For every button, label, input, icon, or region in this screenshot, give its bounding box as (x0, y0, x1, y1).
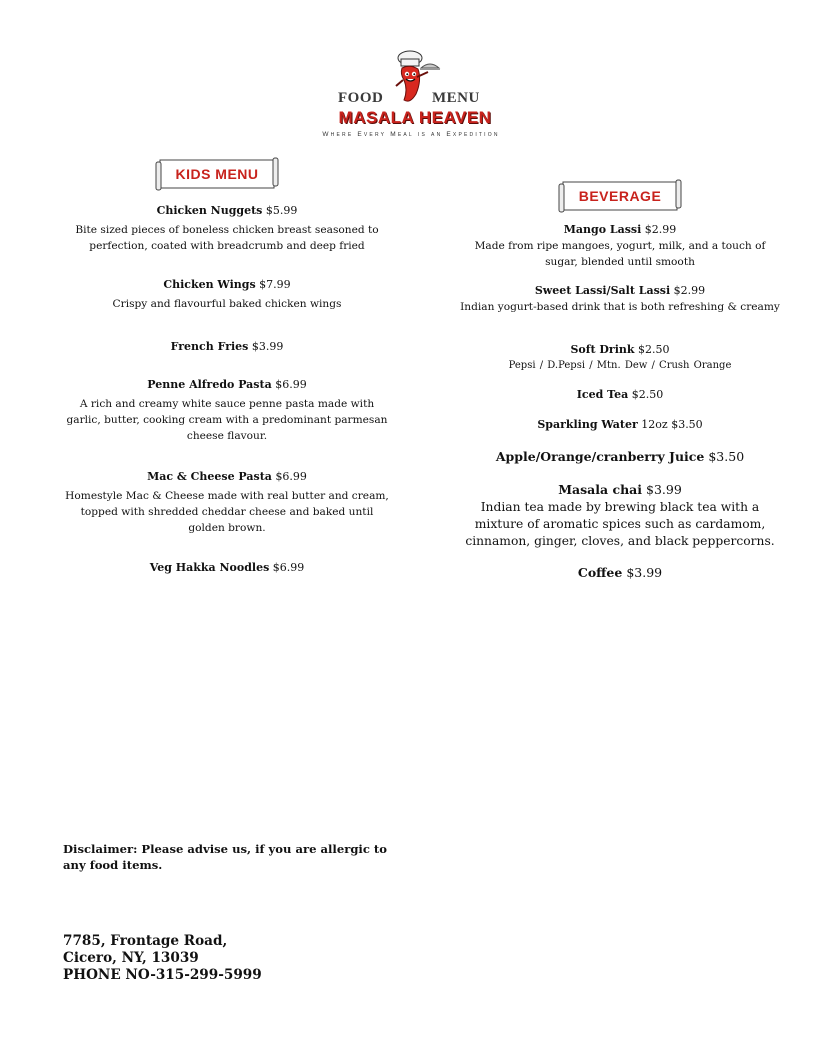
item-description: Indian tea made by brewing black tea with a mixture of aromatic spices such as cardamom, cinnamon, ginger, cloves, and black peppercorns. (465, 500, 775, 548)
menu-item (62, 377, 392, 469)
item-price: $2.99 (644, 223, 677, 236)
item-description: Indian yogurt-based drink that is both refreshing & creamy (460, 301, 780, 313)
allergy-disclaimer: Disclaimer: Please advise us, if you are allergic to any food items. (63, 842, 388, 872)
phone-number: PHONE NO-315-299-5999 (63, 967, 262, 983)
item-name: Soft Drink (570, 343, 635, 356)
menu-item (62, 469, 392, 560)
item-name: Mango Lassi (563, 223, 642, 236)
item-price: $2.50 (631, 388, 664, 401)
menu-item (460, 387, 780, 417)
restaurant-name: MASALA HEAVEN (338, 108, 492, 127)
restaurant-logo (300, 50, 516, 145)
item-description: Crispy and flavourful baked chicken wings (112, 298, 342, 310)
item-price: 12oz $3.50 (641, 418, 703, 431)
menu-item (460, 417, 780, 449)
item-name: Veg Hakka Noodles (149, 561, 270, 574)
item-description: Bite sized pieces of boneless chicken breast seasoned to perfection, coated with breadcrumb and deep fried (75, 224, 379, 252)
item-price: $6.99 (275, 470, 307, 483)
menu-item (460, 283, 780, 342)
menu-item (62, 560, 392, 576)
kids-menu-banner (155, 157, 279, 191)
menu-item (460, 222, 780, 283)
item-description: A rich and creamy white sauce penne pasta made with garlic, butter, cooking cream with a predominant parmesan cheese flavour. (66, 398, 388, 442)
menu-item (62, 277, 392, 339)
menu-item (62, 203, 392, 277)
menu-item (460, 565, 780, 581)
item-name: Chicken Nuggets (156, 204, 263, 217)
restaurant-tagline: Where Every Meal is an Expedition (322, 131, 500, 138)
kids-menu-list (62, 203, 392, 576)
restaurant-address (63, 933, 262, 984)
kids-menu-heading: KIDS MENU (175, 166, 259, 182)
item-description: Homestyle Mac & Cheese made with real butter and cream, topped with shredded cheddar cheese and baked until golden brown. (65, 490, 389, 534)
beverage-list (460, 222, 780, 581)
item-name: Coffee (577, 565, 623, 580)
menu-item (62, 339, 392, 377)
item-name: Masala chai (558, 482, 643, 497)
menu-item (460, 449, 780, 482)
item-price: $7.99 (259, 278, 291, 291)
item-price: $5.99 (265, 204, 298, 217)
address-city: Cicero, NY, 13039 (63, 950, 199, 966)
item-price: $3.99 (626, 565, 663, 580)
item-price: $6.99 (272, 561, 305, 574)
item-name: Penne Alfredo Pasta (147, 378, 272, 391)
item-description: Pepsi / D.Pepsi / Mtn. Dew / Crush Orange (508, 360, 732, 371)
item-price: $3.50 (708, 449, 745, 464)
logo-menu-text: MENU (432, 90, 480, 106)
item-price: $2.99 (673, 284, 706, 297)
item-description: Made from ripe mangoes, yogurt, milk, and a touch of sugar, blended until smooth (474, 240, 766, 268)
item-price: $6.99 (275, 378, 307, 391)
item-name: French Fries (170, 340, 249, 353)
item-name: Sweet Lassi/Salt Lassi (534, 284, 671, 297)
item-price: $2.50 (638, 343, 670, 356)
item-name: Sparkling Water (537, 418, 638, 431)
item-name: Apple/Orange/cranberry Juice (495, 449, 705, 464)
item-name: Mac & Cheese Pasta (147, 470, 272, 483)
item-name: Chicken Wings (163, 278, 256, 291)
menu-item (460, 342, 780, 387)
item-price: $3.99 (646, 482, 682, 497)
beverage-heading: BEVERAGE (578, 188, 662, 204)
item-name: Iced Tea (576, 388, 629, 401)
item-price: $3.99 (251, 340, 284, 353)
menu-item (460, 482, 780, 565)
beverage-banner (558, 179, 682, 213)
logo-food-text: FOOD (338, 90, 384, 106)
address-street: 7785, Frontage Road, (63, 933, 228, 949)
